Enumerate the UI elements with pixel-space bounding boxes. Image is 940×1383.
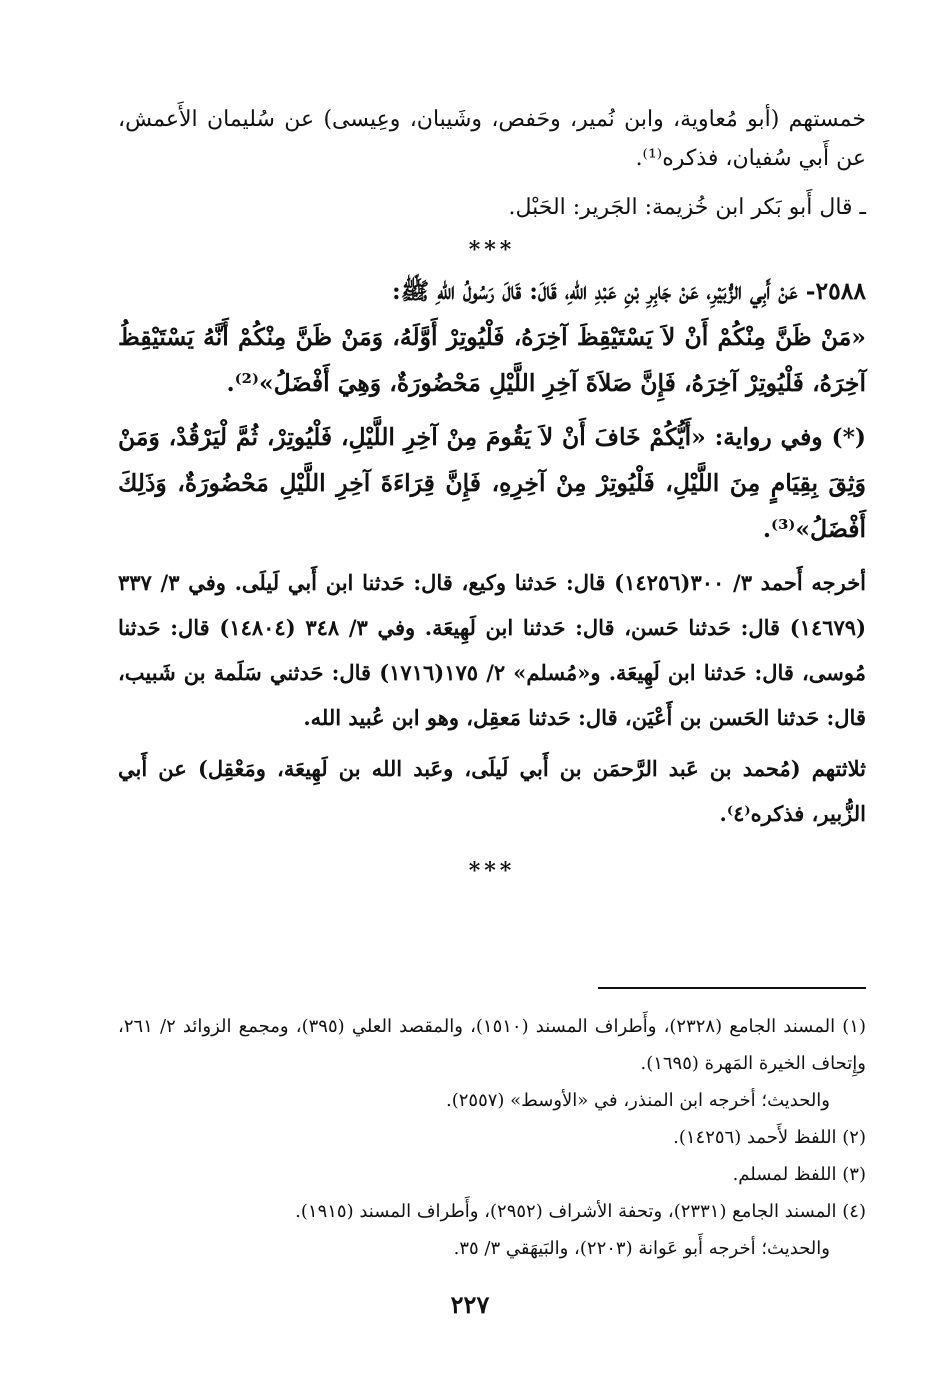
main-text (118, 100, 866, 884)
footnote-4: (٤) المسند الجامع (٢٣٣١)، وتحفة الأشراف (٢٩٥٢)، وأَطراف المسند (١٩١٥). (295, 1201, 866, 1222)
footnote-rule (598, 987, 866, 989)
footnote-3: (٣) اللفظ لمسلم. (732, 1164, 866, 1185)
hadith-riwaya: (*) وفي رواية: «أَيُّكُمْ خَافَ أَنْ لاَ يَقُومَ مِنْ آخِرِ اللَّيْلِ، فَلْيُوتِرْ، ثُمَّ لْيَرْقُدْ، وَمَنْ وَثِقَ بِقِيَامٍ مِنَ اللَّيْلِ، فَلْيُوتِرْ مِنْ آخِرِهِ، فَإِنَّ قِرَاءَةَ آخِرِ اللَّيْلِ مَحْضُورَةٌ، وَذَلِكَ أَفْضَلُ»⁽³⁾. (118, 423, 866, 543)
footnote-1: (١) المسند الجامع (٢٣٢٨)، وأَطراف المسند (١٥١٠)، والمقصد العلي (٣٩٥)، ومجمع الزوائد ٢/ ٢٦١، وإِتحاف الخيرة المَهرة (١٦٩٥). (118, 1016, 866, 1074)
hadith-heading: ٢٥٨٨- عَنْ أَبِي الزُّبَيْرِ، عَنْ جَابِرِ بْنِ عَبْدِ اللهِ، قَالَ: قَالَ رَسُولُ اللهِ ﷺ: (392, 277, 866, 305)
takhrij-paragraph: أخرجه أَحمد ٣/ ٣٠٠(١٤٢٥٦) قال: حَدثنا وكيع، قال: حَدثنا ابن أَبي لَيلَى. وفي ٣/ ٣٣٧ (١٤٦٧٩) قال: حَدثنا حَسن، قال: حَدثنا ابن لَهِيعَة. وفي ٣/ ٣٤٨ (١٤٨٠٤) قال: حَدثنا مُوسى، قال: حَدثنا ابن لَهِيعَة. و«مُسلم» ٢/ ١٧٥(١٧١٦) قال: حَدثني سَلَمة بن شَبيب، قال: حَدثنا الحَسن بن أَعْيَن، قال: حَدثنا مَعقِل، وهو ابن عُبيد الله. (118, 570, 867, 730)
paragraph-note-ibn-khuzayma: ـ قال أَبو بَكر ابن خُزيمة: الجَرير: الحَبْل. (508, 195, 866, 220)
page-number: ٢٢٧ (450, 1290, 490, 1319)
thalathatuhum-paragraph: ثلاثتهم (مُحمد بن عَبد الرَّحمَن بن أَبي لَيلَى، وعَبد الله بن لَهِيعَة، ومَعْقِل) عن أَبي الزُّبير، فذكره⁽٤⁾. (118, 756, 866, 826)
hadith-text: «مَنْ ظَنَّ مِنْكُمْ أَنْ لاَ يَسْتَيْقِظَ آخِرَهُ، فَلْيُوتِرْ أَوَّلَهُ، وَمَنْ ظَنَّ مِنْكُمْ أَنَّهُ يَسْتَيْقِظُ آخِرَهُ، فَلْيُوتِرْ آخِرَهُ، فَإِنَّ صَلاَةَ آخِرِ اللَّيْلِ مَحْضُورَةٌ، وَهِيَ أَفْضَلُ»⁽²⁾. (118, 323, 866, 397)
section-separator: *** (468, 237, 516, 263)
section-separator-end: *** (468, 858, 516, 884)
footnotes (118, 1008, 866, 1267)
paragraph-isnad: خمستهم (أبو مُعاوية، وابن نُمير، وحَفص، وشَيبان، وعِيسى) عن سُليمان الأَعمش، عن أَبي سُفيان، فذكره⁽¹⁾. (118, 107, 866, 171)
footnote-4-continuation: والحديث؛ أخرجه أَبو عَوانة (٢٢٠٣)، والبَيهَقي ٣/ ٣٥. (453, 1238, 830, 1259)
footnote-2: (٢) اللفظ لأَحمد (١٤٢٥٦). (673, 1127, 866, 1148)
footnote-1-continuation: والحديث؛ أخرجه ابن المنذر، في «الأوسط» (٢٥٥٧). (445, 1090, 830, 1111)
